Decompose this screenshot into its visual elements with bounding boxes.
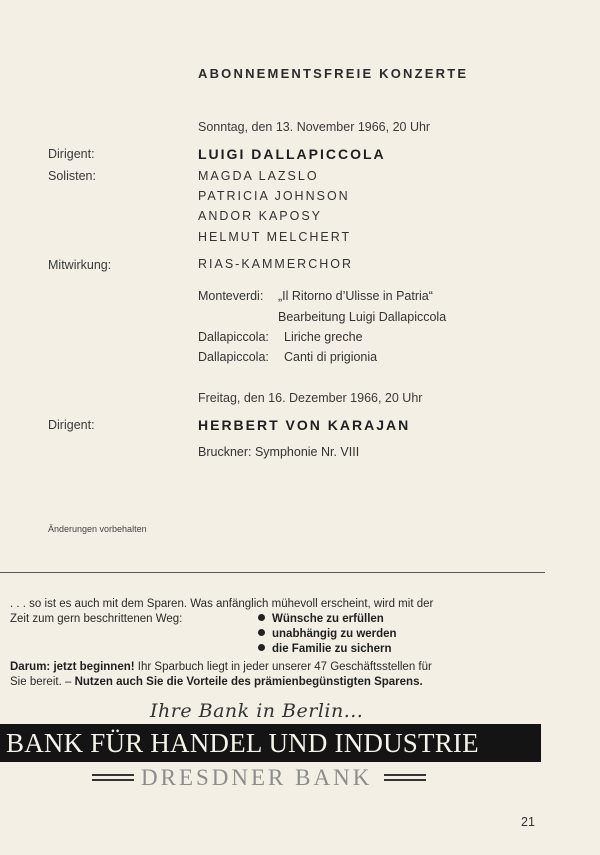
program-composer: Dallapiccola: <box>198 350 269 364</box>
ad-bullet-item: Wünsche zu erfüllen <box>258 613 384 625</box>
bank-name-banner <box>0 724 541 762</box>
parent-bank-name: DRESDNER BANK <box>141 765 373 790</box>
program-work: „Il Ritorno d’Ulisse in Patria“ <box>278 289 433 303</box>
conductor-label: Dirigent: <box>48 147 95 161</box>
ad-text-line: . . . so ist es auch mit dem Sparen. Was anfänglich mühevoll erscheint, wird mit der <box>10 598 434 610</box>
ad-text-line: Zeit zum gern beschrittenen Weg: <box>10 613 183 625</box>
bank-slogan: Ihre Bank in Berlin... <box>150 700 364 722</box>
mitwirkung-label: Mitwirkung: <box>48 258 112 272</box>
soloist: HELMUT MELCHERT <box>198 230 352 244</box>
soloist: PATRICIA JOHNSON <box>198 189 350 203</box>
page-title: ABONNEMENTSFREIE KONZERTE <box>198 66 469 81</box>
program-work-note: Bearbeitung Luigi Dallapiccola <box>278 310 447 324</box>
bullet-icon <box>258 614 265 621</box>
program-composer: Dallapiccola: <box>198 330 269 344</box>
program-work: Canti di prigionia <box>284 350 378 364</box>
decorative-line <box>384 774 426 776</box>
bank-name: BANK FÜR HANDEL UND INDUSTRIE <box>6 728 479 758</box>
conductor-name: HERBERT VON KARAJAN <box>198 417 411 433</box>
soloist: MAGDA LAZSLO <box>198 169 319 183</box>
decorative-line <box>92 779 134 781</box>
concert-2-date: Freitag, den 16. Dezember 1966, 20 Uhr <box>198 391 423 405</box>
decorative-line <box>384 779 426 781</box>
changes-notice: Änderungen vorbehalten <box>48 524 147 534</box>
program-composer: Monteverdi: <box>198 289 264 303</box>
conductor-label: Dirigent: <box>48 418 95 432</box>
ad-text-line: Darum: jetzt beginnen! Ihr Sparbuch liegt in jeder unserer 47 Geschäftsstellen für <box>10 661 432 673</box>
program-work: Bruckner: Symphonie Nr. VIII <box>198 445 360 459</box>
soloists-label: Solisten: <box>48 169 96 183</box>
decorative-line <box>92 774 134 776</box>
ad-text-line: Sie bereit. – Nutzen auch Sie die Vorteile des prämienbegünstigten Sparens. <box>10 676 423 688</box>
ad-bullet-item: unabhängig zu werden <box>258 628 397 640</box>
ad-bullet-item: die Familie zu sichern <box>258 643 392 655</box>
bullet-icon <box>258 644 265 651</box>
concert-1-date: Sonntag, den 13. November 1966, 20 Uhr <box>198 120 431 134</box>
page-number: 21 <box>521 815 535 829</box>
soloist: ANDOR KAPOSY <box>198 209 323 223</box>
choir-name: RIAS-KAMMERCHOR <box>198 257 354 271</box>
divider <box>0 572 545 573</box>
program-work: Liriche greche <box>284 330 363 344</box>
conductor-name: LUIGI DALLAPICCOLA <box>198 146 386 162</box>
bullet-icon <box>258 629 265 636</box>
